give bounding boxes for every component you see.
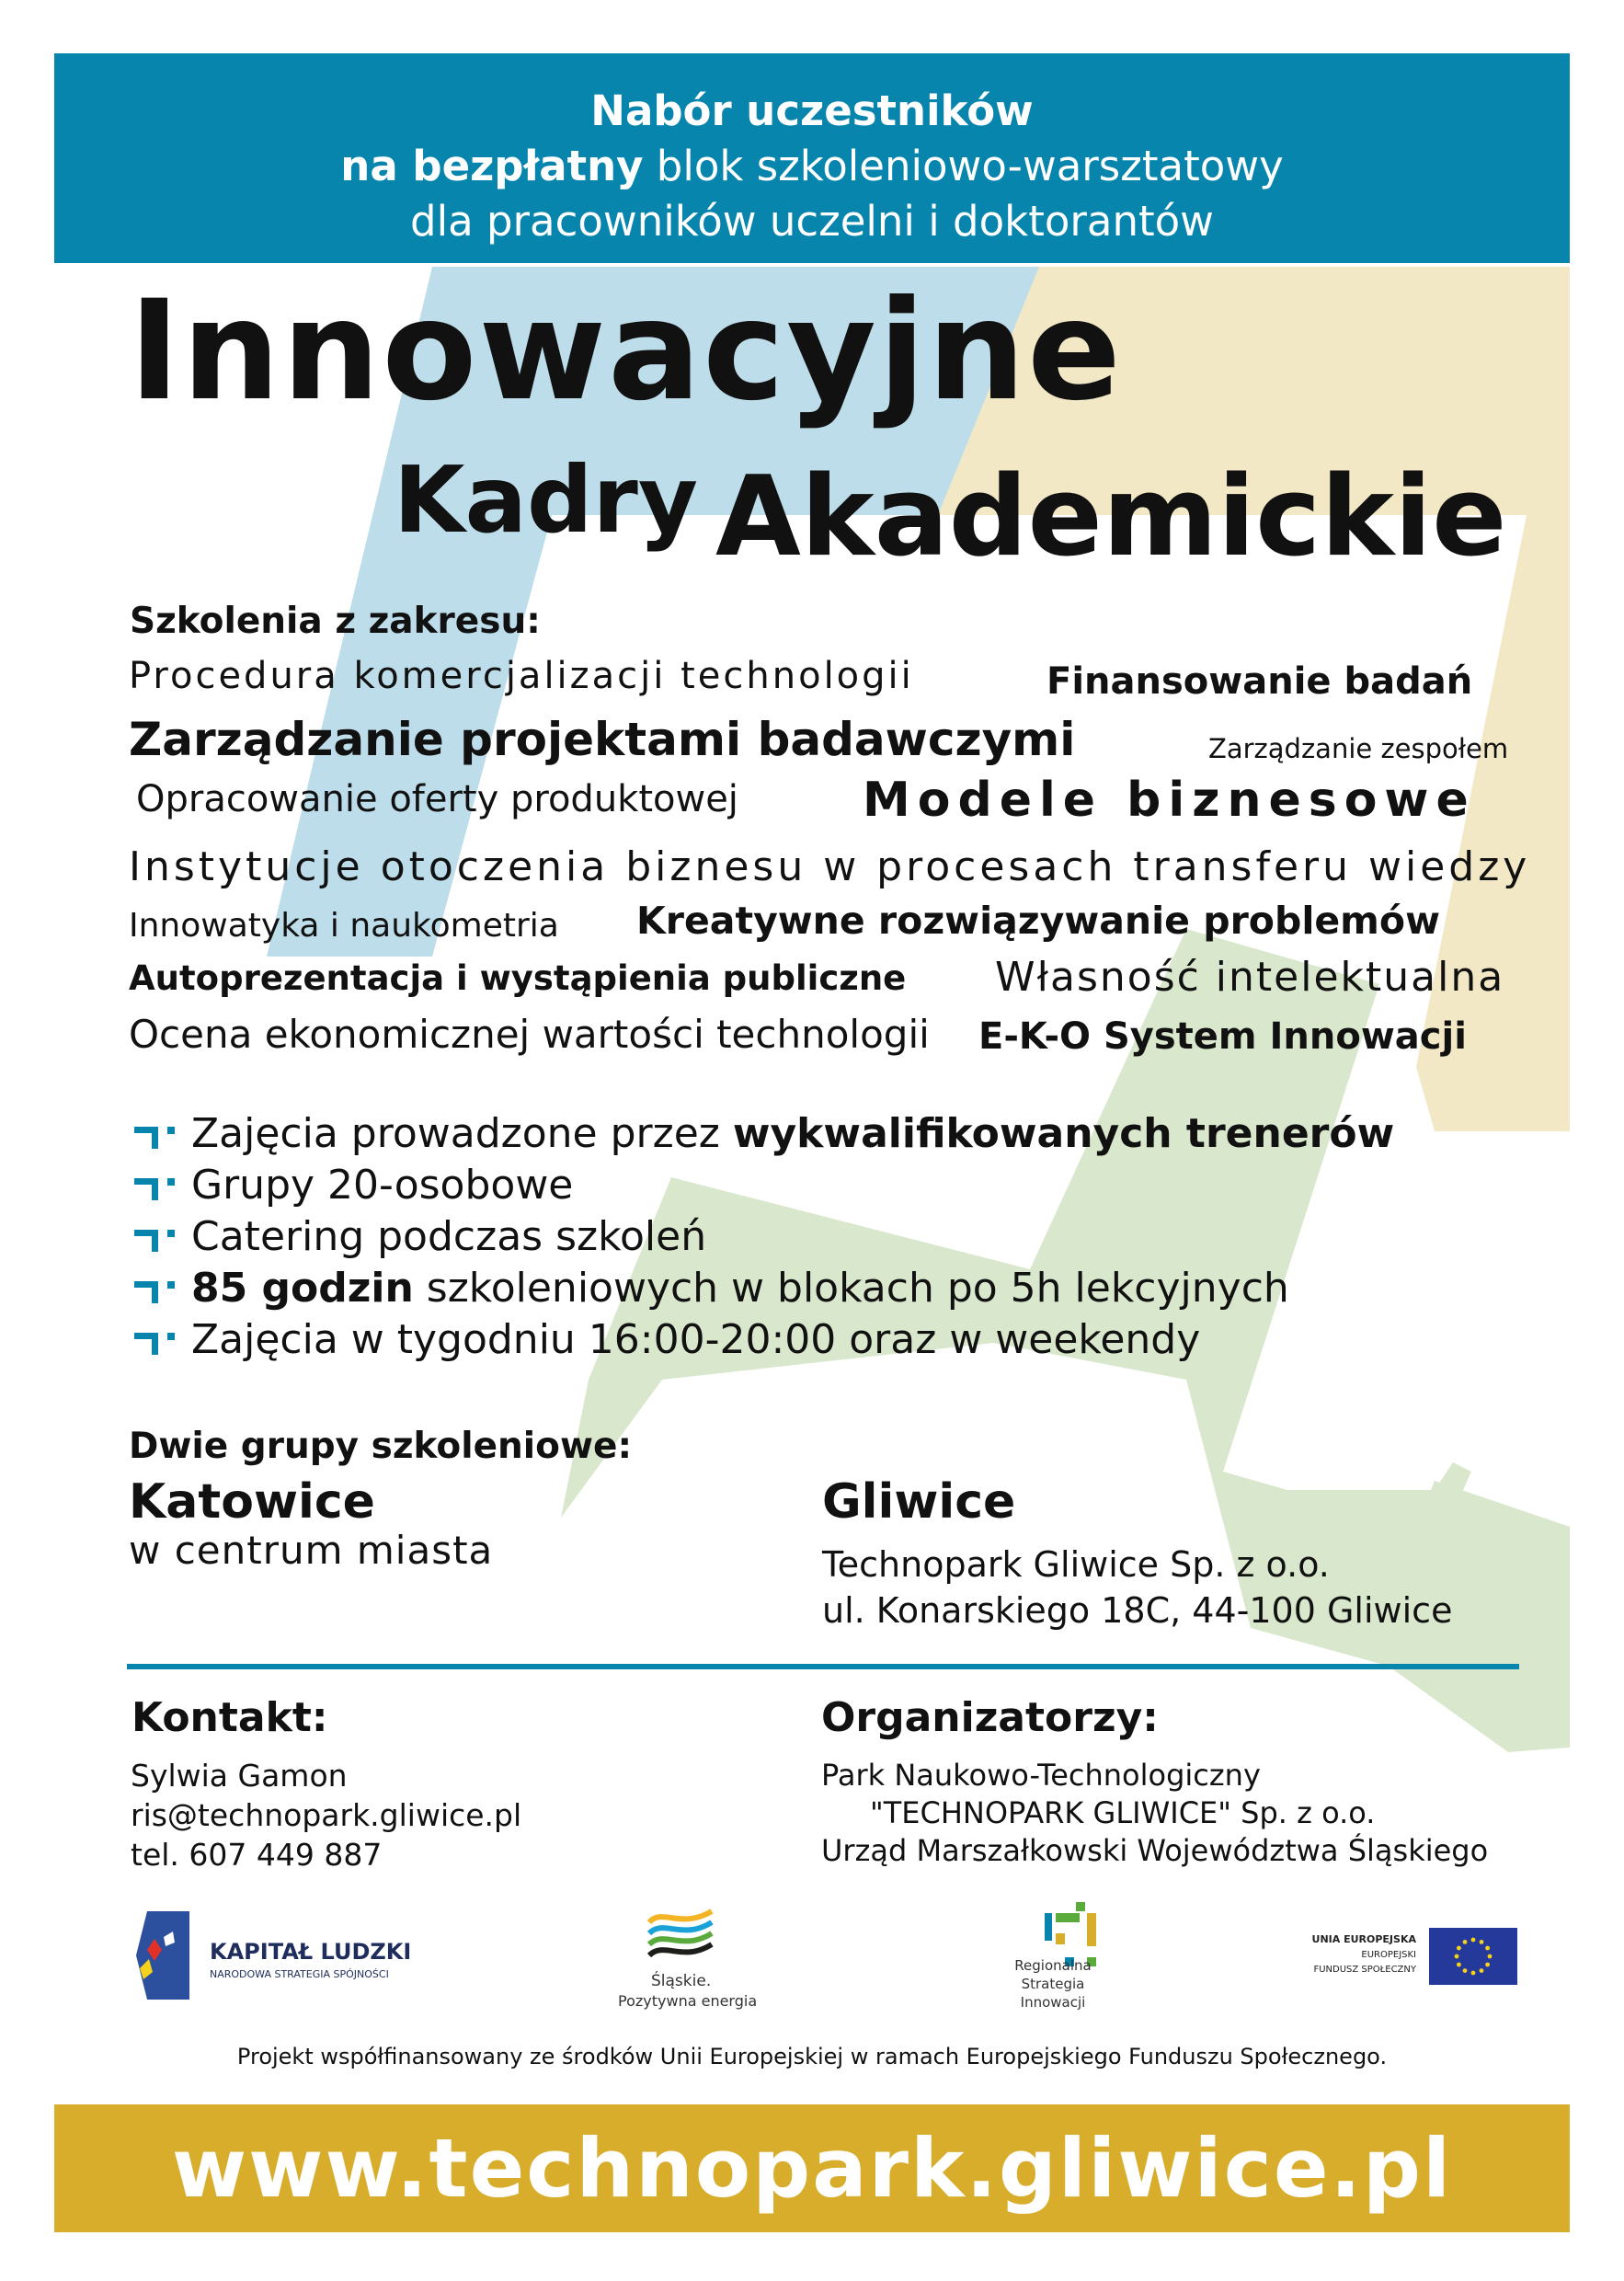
ris-line1: Regionalna — [1014, 1957, 1092, 1974]
footer-url-banner — [54, 2104, 1570, 2232]
recruitment-banner — [54, 53, 1570, 263]
topic-wlasnosc: Własność intelektualna — [995, 954, 1505, 1001]
topics-heading: Szkolenia z zakresu: — [130, 601, 541, 642]
topic-zarzadzanie-zespolem: Zarządzanie zespołem — [1208, 733, 1509, 764]
contact-email[interactable]: ris@technopark.gliwice.pl — [131, 1797, 522, 1833]
organizer-line2: "TECHNOPARK GLIWICE" Sp. z o.o. — [870, 1795, 1376, 1830]
group-gliwice-line1: Technopark Gliwice Sp. z o.o. — [822, 1544, 1330, 1585]
title-akademickie: Akademickie — [715, 453, 1507, 581]
kapital-ludzki-title: KAPITAŁ LUDZKI — [210, 1939, 412, 1965]
eu-line2: EUROPEJSKI — [1361, 1950, 1416, 1960]
eu-efs-logo — [1269, 1928, 1517, 1987]
divider-line — [127, 1664, 1519, 1669]
topic-modele-biznesowe: Modele biznesowe — [863, 773, 1476, 828]
organizer-line1: Park Naukowo-Technologiczny — [821, 1758, 1261, 1793]
title-kadry: Kadry — [394, 446, 699, 554]
topic-eko-system: E-K-O System Innowacji — [978, 1015, 1467, 1058]
banner-line-2-bold: na bezpłatny — [340, 142, 644, 190]
feature-item — [132, 1263, 1289, 1314]
ris-line2: Strategia — [1021, 1976, 1085, 1992]
ris-line3: Innowacji — [1020, 1994, 1086, 2011]
feature-item — [132, 1211, 706, 1263]
feature-item — [132, 1108, 1394, 1160]
topic-innowatyka: Innowatyka i naukometria — [129, 907, 559, 945]
topic-instytucje: Instytucje otoczenia biznesu w procesach transferu wiedzy — [129, 843, 1531, 890]
topic-ocena: Ocena ekonomicznej wartości technologii — [129, 1012, 930, 1057]
feature-2-text: Grupy 20-osobowe — [191, 1162, 574, 1209]
title-innowacyjne: Innowacyjne — [129, 271, 1123, 431]
banner-line-2-rest: blok szkoleniowo-warsztatowy — [643, 142, 1284, 190]
kapital-ludzki-emblem-icon — [134, 1911, 189, 2000]
slaskie-waves-icon — [644, 1902, 717, 1966]
feature-4-bold: 85 godzin — [191, 1265, 414, 1312]
organizers-heading: Organizatorzy: — [821, 1694, 1159, 1741]
group-katowice-city: Katowice — [129, 1474, 375, 1530]
ris-logo — [975, 1902, 1131, 2012]
group-katowice-place: w centrum miasta — [129, 1528, 494, 1573]
topic-autoprezentacja: Autoprezentacja i wystąpienia publiczne — [129, 958, 907, 998]
banner-line-2 — [54, 139, 1570, 194]
funding-note: Projekt współfinansowany ze środków Unii Europejskiej w ramach Europejskiego Funduszu Społecznego. — [236, 2044, 1388, 2069]
groups-heading: Dwie grupy szkoleniowe: — [129, 1426, 633, 1467]
feature-4-text: szkoleniowych w blokach po 5h lekcyjnych — [413, 1265, 1289, 1312]
topic-finansowanie: Finansowanie badań — [1046, 660, 1473, 703]
topic-kreatywne: Kreatywne rozwiązywanie problemów — [636, 899, 1440, 943]
contact-heading: Kontakt: — [132, 1694, 328, 1741]
footer-url[interactable]: www.technopark.gliwice.pl — [171, 2121, 1453, 2216]
feature-1-text: Zajęcia prowadzone przez — [191, 1110, 733, 1157]
eu-line1: UNIA EUROPEJSKA — [1311, 1933, 1416, 1945]
slaskie-logo — [607, 1902, 758, 2012]
contact-phone: tel. 607 449 887 — [131, 1837, 383, 1873]
topic-procedura: Procedura komercjalizacji technologii — [129, 655, 914, 697]
feature-item — [132, 1314, 1200, 1366]
bullet-icon — [132, 1327, 191, 1355]
feature-item — [132, 1160, 573, 1211]
eu-line3: FUNDUSZ SPOŁECZNY — [1313, 1965, 1416, 1975]
slaskie-tagline: Pozytywna energia — [618, 1992, 758, 2010]
topic-zarzadzanie-projektami: Zarządzanie projektami badawczymi — [129, 713, 1076, 766]
bullet-icon — [132, 1173, 191, 1200]
bullet-icon — [132, 1224, 191, 1252]
group-gliwice-city: Gliwice — [822, 1474, 1016, 1530]
feature-1-bold: wykwalifikowanych trenerów — [732, 1110, 1395, 1157]
banner-line-1: Nabór uczestników — [590, 86, 1034, 135]
contact-name: Sylwia Gamon — [131, 1758, 348, 1794]
bullet-icon — [132, 1276, 191, 1303]
eu-flag-icon — [1429, 1928, 1517, 1985]
kapital-ludzki-logo — [134, 1911, 429, 2000]
group-gliwice-line2: ul. Konarskiego 18C, 44-100 Gliwice — [822, 1590, 1453, 1631]
feature-3-text: Catering podczas szkoleń — [191, 1213, 707, 1260]
bullet-icon — [132, 1121, 191, 1149]
organizer-line3: Urząd Marszałkowski Województwa Śląskiego — [821, 1833, 1489, 1868]
kapital-ludzki-subtitle: NARODOWA STRATEGIA SPÓJNOŚCI — [210, 1968, 389, 1980]
slaskie-name: Śląskie. — [651, 1972, 712, 1990]
banner-line-3: dla pracowników uczelni i doktorantów — [410, 197, 1214, 246]
feature-5-text: Zajęcia w tygodniu 16:00-20:00 oraz w weekendy — [191, 1316, 1201, 1363]
topic-opracowanie-oferty: Opracowanie oferty produktowej — [136, 778, 738, 820]
